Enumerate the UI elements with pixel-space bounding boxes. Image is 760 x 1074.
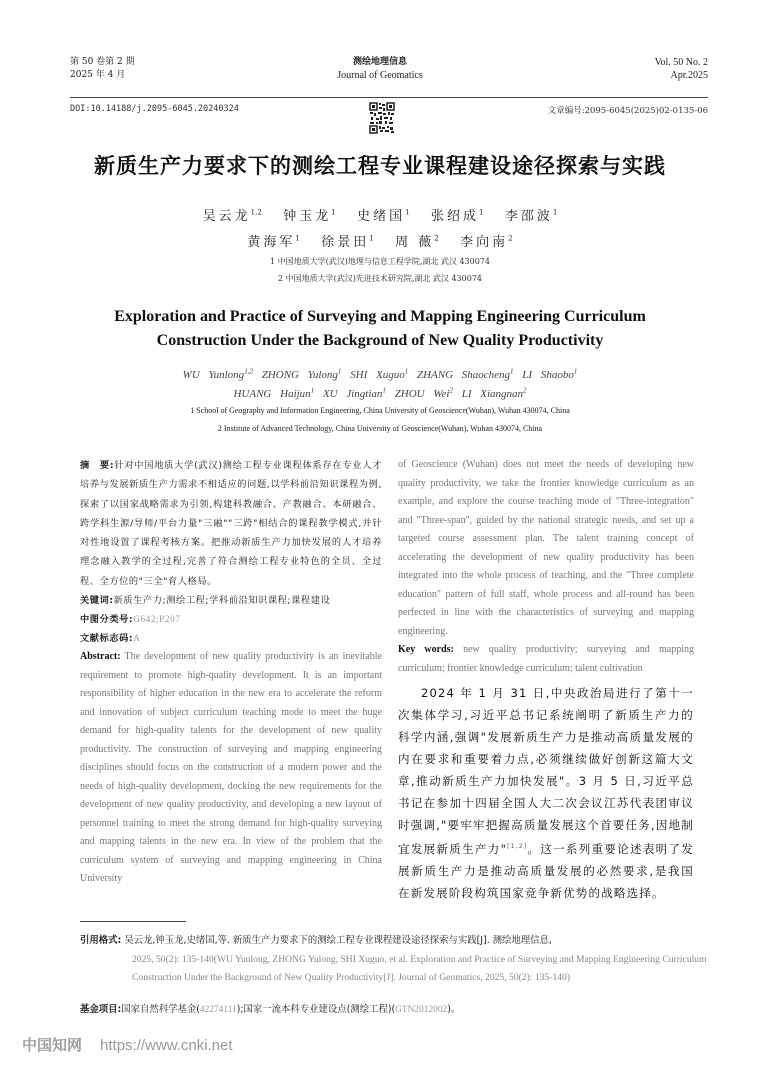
keywords-cn-text: 新质生产力;测绘工程;学科前沿知识课程;课程建设 xyxy=(113,595,331,607)
grant-number: GTN2012002 xyxy=(395,1005,448,1015)
author-cn: 张绍成$^1$ xyxy=(430,208,484,224)
volume-issue-cn: 第 50 卷第 2 期 xyxy=(70,57,135,67)
author-en: SHI Xuguo$^1$ xyxy=(350,367,409,381)
body-text: 2024 年 1 月 31 日,中央政治局进行了第十一次集体学习,习近平总书记系统阐明了新质生产力的科学内涵,强调"发展新质生产力是推动高质量发展的内在要求和重要着力点,必须继续做好创新这篇大文章,推动新质生产力加快发展"。3 月 5 日,习近平总书记在参加十四届全国人大二次会议江苏代表团审议时强调,"要牢牢把握高质量发展这个首要任务,因地制宜发展新质生产力" xyxy=(398,686,694,856)
citation-cn: 吴云龙,钟玉龙,史绪国,等. 新质生产力要求下的测绘工程专业课程建设途径探索与实践[J]. 测绘地理信息, xyxy=(124,935,552,946)
paper-title-en-line-2: Construction Under the Background of New Quality Productivity xyxy=(156,332,604,349)
date-cn: 2025 年 4 月 xyxy=(70,70,126,80)
document-code-label: 文献标志码: xyxy=(80,633,134,645)
footnote-rule xyxy=(80,921,186,922)
abstract-en-part-2: of Geoscience (Wuhan) does not meet the needs of developing new quality productivity, we take the frontier knowledge curriculum as an example, and explore the course teaching mode of "Three-integration" and "Three-span", guided by the national strategic needs, and set up a targeted course assessment plan. The talent training concept of accelerating the development of new quality productivity has been integrated into the whole process of teaching, and the "Three complete education" pattern of full staff, whole process and all-round has been perfected in line with the characteristics of surveying and mapping engineering. xyxy=(398,459,694,637)
abstract-cn-label: 摘 要: xyxy=(80,460,115,471)
author-list-cn-line-2 xyxy=(60,231,700,250)
affiliation-cn-2: 2 中国地质大学(武汉)先进技术研究院,湖北 武汉 430074 xyxy=(277,274,483,283)
running-header-left xyxy=(70,56,135,82)
author-en: HUANG Haijun$^1$ xyxy=(233,386,315,400)
citation-en: 2025, 50(2): 135-140(WU Yunlong, ZHONG Yulong, SHI Xuguo, et al. Exploration and Practice of Surveying and Mapping Engineering Curriculum Construction Under the Background of New Quality Productivity[J]. Journal of Geomatics, 2025, 50(2): 135-140) xyxy=(132,953,707,983)
paper-title-en xyxy=(40,305,720,353)
abstract-cn-text: 针对中国地质大学(武汉)测绘工程专业课程体系存在专业人才培养与发展新质生产力需求不相适应的问题,以学科前沿知识课程为例,探索了以国家战略需求为引领,构建科教融合、产教融合、本研融合、跨学科生源/导师/平台力量"三融""三跨"相结合的课程教学模式,并针对性地设置了课程考核方案。把推动新质生产力加快发展的人才培养理念融入教学的全过程,完善了符合测绘工程专业特色的全员、全过程、全方位的"三全"育人格局。 xyxy=(80,460,382,587)
author-cn: 李邵波$^1$ xyxy=(504,208,558,224)
right-column xyxy=(398,456,694,904)
abstract-cn xyxy=(80,456,382,591)
author-cn: 吴云龙$^{1,2}$ xyxy=(202,208,262,224)
author-cn: 徐景田$^1$ xyxy=(321,234,374,250)
author-cn: 周 薇$^2$ xyxy=(395,234,439,250)
clc-label: 中图分类号: xyxy=(80,614,134,626)
keywords-en-label: Key words: xyxy=(398,644,454,655)
author-en: WU Yunlong$^{1,2}$ xyxy=(182,367,253,381)
running-header-right xyxy=(655,56,708,82)
affiliation-en-2: 2 Institute of Advanced Technology, China University of Geoscience(Wuhan), Wuhan 430074, China xyxy=(217,424,543,433)
funding-label: 基金项目: xyxy=(80,1004,122,1015)
body-text: 。这一系列重要论述表明了发展新质生产力是推动高质量发展的必然要求,是我国在新发展阶段构筑国家竞争新优势的战略选择。 xyxy=(398,841,694,900)
author-cn: 李向南$^2$ xyxy=(460,234,513,250)
author-cn: 史绪国$^1$ xyxy=(357,208,410,224)
author-cn: 黄海军$^1$ xyxy=(247,234,300,250)
author-list-en-line-2 xyxy=(60,381,700,403)
citation-format xyxy=(80,932,712,988)
author-en: XU Jingtian$^1$ xyxy=(322,386,386,400)
paper-title-cn: 新质生产力要求下的测绘工程专业课程建设途径探索与实践 xyxy=(94,154,666,178)
date-en: Apr.2025 xyxy=(670,70,708,81)
cnki-url-link[interactable]: https://www.cnki.net xyxy=(100,1037,233,1054)
citation-label: 引用格式: xyxy=(80,935,122,946)
keywords-en-text: new quality productivity; surveying and mapping curriculum; frontier knowledge curriculum; talent cultivation xyxy=(398,644,694,674)
doi[interactable]: DOI:10.14188/j.2095-6045.20240324 xyxy=(70,104,239,114)
keywords-cn xyxy=(80,591,382,610)
body-paragraph-1 xyxy=(398,682,694,904)
article-number: 文章编号:2095-6045(2025)02-0135-06 xyxy=(547,106,708,116)
running-header-center xyxy=(280,56,480,82)
abstract-en-part-1 xyxy=(80,648,382,889)
author-cn: 钟玉龙$^1$ xyxy=(283,208,336,224)
abstract-en-text-left: The development of new quality productivity is an inevitable requirement to promote high-quality development. It is an important responsibility of higher education in the new era to accelerate the reform and innovation of subject curriculum teaching mode to meet the huge demand for high-quality talents for the development of new quality productivity. The construction of surveying and mapping engineering disciplines should focus on the construction of a modern power and the needs of high-quality development, docking the new requirements for the development of new quality productivity, and developing a new layout of personnel training to meet the strong demand for high-quality surveying and mapping talents in the new era. In view of the problem that the curriculum system of surveying and mapping engineering in China University xyxy=(80,651,382,885)
cnki-watermark xyxy=(22,1034,233,1055)
volume-issue-en: Vol. 50 No. 2 xyxy=(654,57,708,68)
grant-number: 42274111 xyxy=(199,1005,237,1015)
author-list-cn-line-1 xyxy=(60,205,700,224)
author-en: LI Xiangnan$^2$ xyxy=(461,386,527,400)
funding-text: 国家自然科学基金( xyxy=(121,1004,200,1015)
author-en: ZHONG Yulong$^1$ xyxy=(261,367,342,381)
cnki-brand: 中国知网 xyxy=(22,1036,83,1054)
reference-marker[interactable]: [1,2] xyxy=(507,843,528,850)
document-code xyxy=(80,629,382,648)
author-en: ZHOU Wei$^2$ xyxy=(394,386,453,400)
clc-value: G642;P207 xyxy=(133,614,181,625)
qr-code-icon[interactable] xyxy=(369,102,395,134)
left-column xyxy=(80,456,382,889)
affiliation-cn-1: 1 中国地质大学(武汉)地理与信息工程学院,湖北 武汉 430074 xyxy=(269,257,491,266)
affiliation-en-1: 1 School of Geography and Information Engineering, China University of Geoscience(Wuhan), Wuhan 430074, China xyxy=(190,406,570,415)
header-rule xyxy=(70,97,708,98)
paper-title-en-line-1: Exploration and Practice of Surveying and Mapping Engineering Curriculum xyxy=(114,308,646,325)
abstract-en-label: Abstract: xyxy=(80,651,121,663)
author-en: ZHANG Shaocheng$^1$ xyxy=(416,367,514,381)
funding-text: );国家一流本科专业建设点(测绘工程)( xyxy=(236,1004,396,1015)
keywords-cn-label: 关键词: xyxy=(80,595,114,607)
journal-name-cn: 测绘地理信息 xyxy=(352,57,407,67)
keywords-en xyxy=(398,641,694,678)
clc-number xyxy=(80,610,382,629)
funding-text: )。 xyxy=(447,1004,461,1015)
funding xyxy=(80,1001,712,1015)
author-en: LI Shaobo$^1$ xyxy=(522,367,578,381)
document-code-value: A xyxy=(133,633,141,644)
journal-name-en: Journal of Geomatics xyxy=(337,70,423,81)
